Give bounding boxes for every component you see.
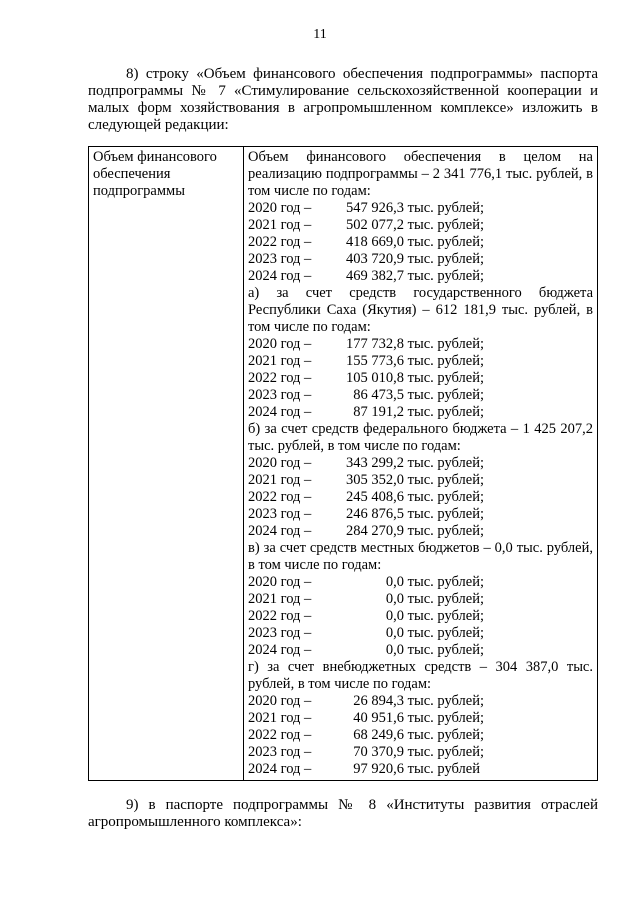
year-row [248, 387, 593, 404]
year-amount: 177 732,8 [346, 336, 404, 352]
year-label: 2022 год – [248, 489, 312, 505]
year-label: 2022 год – [248, 370, 312, 386]
year-unit: тыс. рублей; [407, 217, 484, 233]
year-unit: тыс. рублей; [407, 642, 484, 658]
year-amount: 547 926,3 [346, 200, 404, 216]
year-label: 2021 год – [248, 710, 312, 726]
year-unit: тыс. рублей; [407, 591, 484, 607]
year-amount: 40 951,6 [353, 710, 404, 726]
year-row [248, 200, 593, 217]
year-amount: 97 920,6 [353, 761, 404, 777]
year-unit: тыс. рублей [407, 761, 480, 777]
year-amount: 469 382,7 [346, 268, 404, 284]
year-row [248, 336, 593, 353]
funding-label-cell: Объем финансового обеспечения подпрограммы [89, 147, 244, 781]
year-label: 2024 год – [248, 642, 312, 658]
year-amount: 0,0 [385, 642, 404, 658]
year-row [248, 591, 593, 608]
year-row [248, 353, 593, 370]
year-unit: тыс. рублей; [407, 251, 484, 267]
year-unit: тыс. рублей; [407, 268, 484, 284]
year-unit: тыс. рублей; [407, 472, 484, 488]
year-label: 2020 год – [248, 455, 312, 471]
year-label: 2023 год – [248, 387, 312, 403]
federal-budget-text: б) за счет средств федерального бюджета – 1 425 207,2 тыс. рублей, в том числе по годам: [248, 421, 593, 454]
local-budget-text: в) за счет средств местных бюджетов – 0,0 тыс. рублей, в том числе по годам: [248, 540, 593, 573]
year-row [248, 217, 593, 234]
year-label: 2020 год – [248, 693, 312, 709]
year-unit: тыс. рублей; [407, 608, 484, 624]
year-label: 2021 год – [248, 217, 312, 233]
federal-years-list [248, 455, 593, 540]
intro-paragraph [88, 66, 598, 134]
year-label: 2021 год – [248, 353, 312, 369]
year-row [248, 370, 593, 387]
year-row [248, 710, 593, 727]
year-row [248, 472, 593, 489]
extrabudgetary-text: г) за счет внебюджетных средств – 304 387,0 тыс. рублей, в том числе по годам: [248, 659, 593, 692]
year-label: 2021 год – [248, 472, 312, 488]
year-unit: тыс. рублей; [407, 404, 484, 420]
funding-row [89, 147, 598, 781]
regional-years-list [248, 336, 593, 421]
outro-text: 9) в паспорте подпрограммы № 8 «Институты развития отраслей агропромышленного комплекса»: [88, 797, 598, 830]
year-amount: 155 773,6 [346, 353, 404, 369]
year-row [248, 744, 593, 761]
extrabudgetary-years-list [248, 693, 593, 778]
year-label: 2023 год – [248, 744, 312, 760]
year-label: 2021 год – [248, 591, 312, 607]
year-label: 2020 год – [248, 200, 312, 216]
year-label: 2024 год – [248, 404, 312, 420]
year-amount: 0,0 [385, 625, 404, 641]
year-row [248, 642, 593, 659]
year-unit: тыс. рублей; [407, 744, 484, 760]
year-amount: 0,0 [385, 608, 404, 624]
year-label: 2024 год – [248, 523, 312, 539]
year-row [248, 574, 593, 591]
year-unit: тыс. рублей; [407, 727, 484, 743]
year-label: 2022 год – [248, 608, 312, 624]
year-unit: тыс. рублей; [407, 370, 484, 386]
year-row [248, 625, 593, 642]
year-unit: тыс. рублей; [407, 353, 484, 369]
year-label: 2023 год – [248, 506, 312, 522]
year-amount: 284 270,9 [346, 523, 404, 539]
year-amount: 343 299,2 [346, 455, 404, 471]
year-row [248, 693, 593, 710]
year-amount: 87 191,2 [353, 404, 404, 420]
year-row [248, 523, 593, 540]
year-amount: 305 352,0 [346, 472, 404, 488]
year-amount: 26 894,3 [353, 693, 404, 709]
year-unit: тыс. рублей; [407, 336, 484, 352]
total-years-list [248, 200, 593, 285]
year-amount: 70 370,9 [353, 744, 404, 760]
year-row [248, 506, 593, 523]
year-amount: 418 669,0 [346, 234, 404, 250]
intro-text: 8) строку «Объем финансового обеспечения подпрограммы» паспорта подпрограммы № 7 «Стимулирование сельскохозяйственной кооперации и малых форм хозяйствования в агропромышленном комплексе» изложить в следующей редакции: [88, 66, 598, 133]
year-amount: 502 077,2 [346, 217, 404, 233]
year-unit: тыс. рублей; [407, 506, 484, 522]
year-unit: тыс. рублей; [407, 710, 484, 726]
year-amount: 105 010,8 [346, 370, 404, 386]
year-row [248, 489, 593, 506]
funding-content-cell [244, 147, 598, 781]
year-label: 2020 год – [248, 336, 312, 352]
year-unit: тыс. рублей; [407, 455, 484, 471]
year-unit: тыс. рублей; [407, 693, 484, 709]
year-row [248, 761, 593, 778]
year-unit: тыс. рублей; [407, 523, 484, 539]
year-label: 2024 год – [248, 268, 312, 284]
regional-budget-text: а) за счет средств государственного бюджета Республики Саха (Якутия) – 612 181,9 тыс. рублей, в том числе по годам: [248, 285, 593, 335]
funding-table [88, 146, 598, 781]
year-amount: 86 473,5 [353, 387, 404, 403]
year-label: 2022 год – [248, 234, 312, 250]
year-amount: 0,0 [385, 574, 404, 590]
year-label: 2020 год – [248, 574, 312, 590]
page-number: 11 [313, 27, 327, 42]
year-row [248, 251, 593, 268]
year-row [248, 455, 593, 472]
year-unit: тыс. рублей; [407, 574, 484, 590]
year-amount: 403 720,9 [346, 251, 404, 267]
year-amount: 68 249,6 [353, 727, 404, 743]
year-label: 2022 год – [248, 727, 312, 743]
year-unit: тыс. рублей; [407, 625, 484, 641]
local-years-list [248, 574, 593, 659]
year-amount: 245 408,6 [346, 489, 404, 505]
year-row [248, 727, 593, 744]
year-row [248, 234, 593, 251]
year-unit: тыс. рублей; [407, 489, 484, 505]
total-funding-text: Объем финансового обеспечения в целом на реализацию подпрограммы – 2 341 776,1 тыс. рублей, в том числе по годам: [248, 149, 593, 199]
outro-paragraph [88, 797, 598, 831]
year-label: 2023 год – [248, 251, 312, 267]
year-unit: тыс. рублей; [407, 387, 484, 403]
year-amount: 246 876,5 [346, 506, 404, 522]
year-amount: 0,0 [385, 591, 404, 607]
year-unit: тыс. рублей; [407, 234, 484, 250]
year-label: 2023 год – [248, 625, 312, 641]
year-row [248, 404, 593, 421]
year-label: 2024 год – [248, 761, 312, 777]
year-unit: тыс. рублей; [407, 200, 484, 216]
year-row [248, 608, 593, 625]
year-row [248, 268, 593, 285]
